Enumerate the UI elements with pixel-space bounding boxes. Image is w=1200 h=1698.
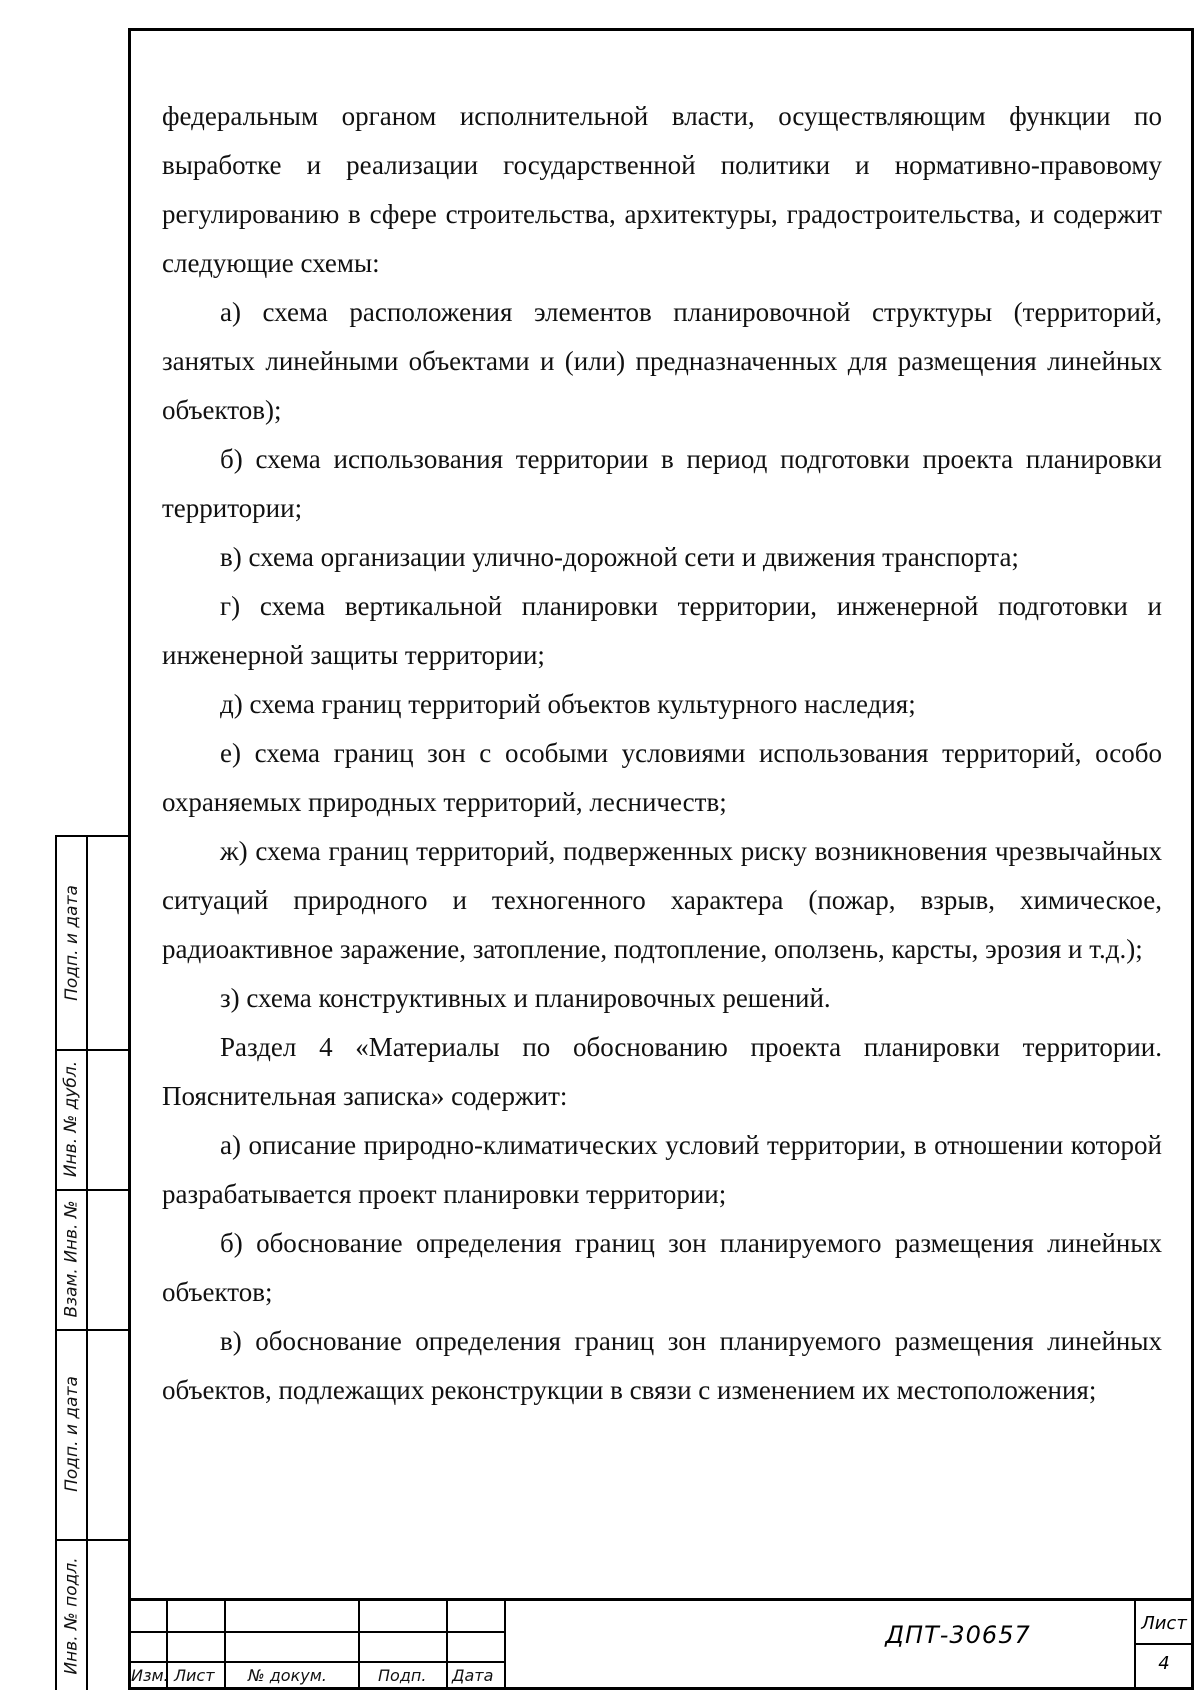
paragraph: в) схема организации улично-дорожной сети и движения транспорта; — [220, 542, 1019, 572]
paragraph: б) обоснование определения границ зон планируемого размещения линейных объектов; — [162, 1228, 1162, 1307]
sheet-label: Лист — [1141, 1613, 1187, 1634]
paragraph: ж) схема границ территорий, подверженных риску возникновения чрезвычайных ситуаций природного и техногенного характера (пожар, взрыв, химическое, радиоактивное заражение, затопление, подтопление, оползень, карсты, эрозия и т.д.); — [162, 836, 1162, 964]
title-block-list: Лист — [174, 1666, 215, 1685]
document-code: ДПТ-30657 — [885, 1621, 1031, 1649]
paragraph: Раздел 4 «Материалы по обоснованию проекта планировки территории. Пояснительная записка» содержит: — [162, 1032, 1162, 1111]
side-label-podp-data: Подп. и дата — [61, 885, 82, 1001]
paragraph: в) обоснование определения границ зон планируемого размещения линейных объектов, подлежащих реконструкции в связи с изменением их местоположения; — [162, 1326, 1162, 1405]
title-block-izm: Изм. — [131, 1666, 169, 1685]
paragraph: б) схема использования территории в период подготовки проекта планировки территории; — [162, 444, 1162, 523]
paragraph: г) схема вертикальной планировки территории, инженерной подготовки и инженерной защиты территории; — [162, 591, 1162, 670]
paragraph: з) схема конструктивных и планировочных решений. — [220, 983, 831, 1013]
title-block-podp: Подп. — [378, 1666, 427, 1685]
title-block — [128, 1598, 1194, 1690]
paragraph: а) описание природно-климатических условий территории, в отношении которой разрабатывается проект планировки территории; — [162, 1130, 1162, 1209]
title-block-data: Дата — [452, 1666, 494, 1685]
side-stamp — [55, 835, 128, 1690]
paragraph: федеральным органом исполнительной власти, осуществляющим функции по выработке и реализации государственной политики и нормативно-правовому регулированию в сфере строительства, архитектуры, градостроительства, и содержит следующие схемы: — [162, 101, 1162, 278]
paragraph: а) схема расположения элементов планировочной структуры (территорий, занятых линейными объектами и (или) предназначенных для размещения линейных объектов); — [162, 297, 1162, 425]
side-label-vzam-inv: Взам. Инв. № — [61, 1200, 82, 1318]
side-label-inv-podl: Инв. № подл. — [61, 1556, 82, 1675]
paragraph: е) схема границ зон с особыми условиями использования территорий, особо охраняемых природных территорий, лесничеств; — [162, 738, 1162, 817]
side-label-inv-dubl: Инв. № дубл. — [61, 1060, 82, 1178]
title-block-n-dokum: № докум. — [248, 1666, 327, 1685]
side-label-podp-data-2: Подп. и дата — [61, 1376, 82, 1492]
sheet-number: 4 — [1158, 1653, 1170, 1674]
paragraph: д) схема границ территорий объектов культурного наследия; — [220, 689, 916, 719]
document-body — [162, 92, 1162, 1415]
